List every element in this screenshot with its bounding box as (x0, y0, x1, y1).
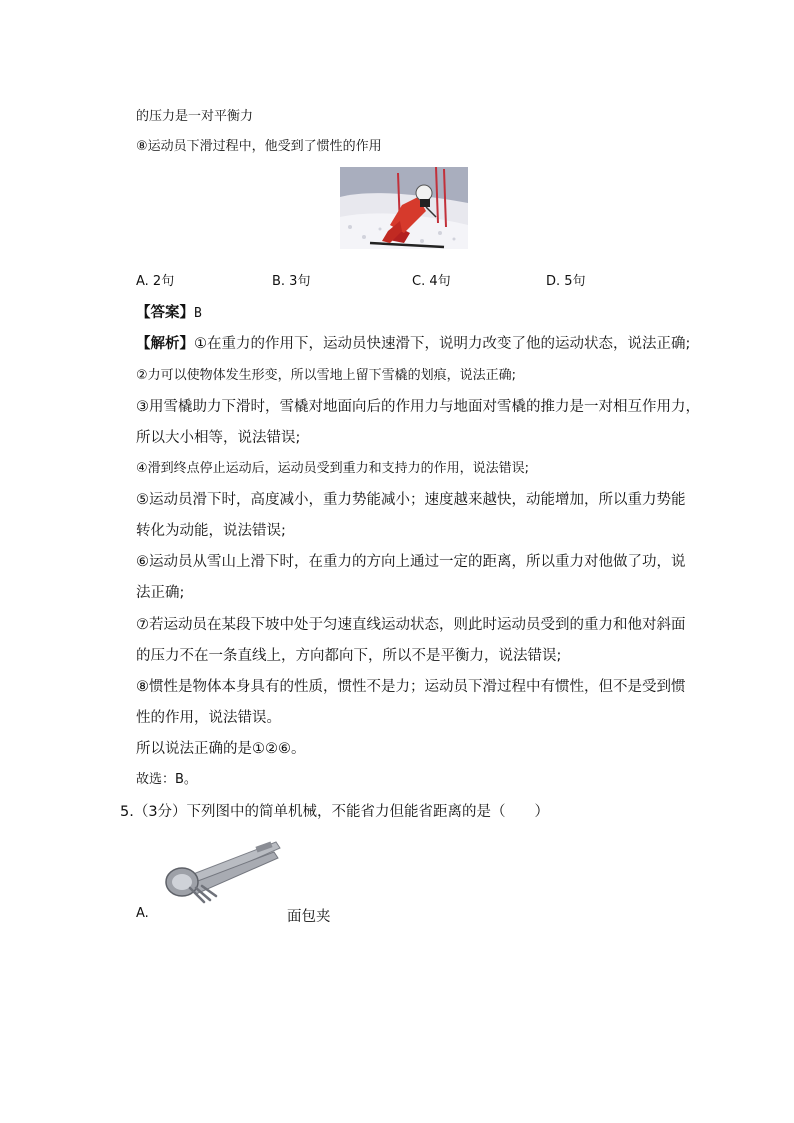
analysis-line: 所以大小相等，说法错误; (136, 430, 301, 446)
analysis-first-line (136, 332, 690, 353)
analysis-line: ④滑到终点停止运动后，运动员受到重力和支持力的作用，说法错误; (136, 461, 530, 476)
analysis-line: ⑥运动员从雪山上滑下时，在重力的方向上通过一定的距离，所以重力对他做了功，说 (136, 554, 686, 570)
text-line: 的压力是一对平衡力 (136, 109, 254, 124)
analysis-conclusion: 所以说法正确的是①②⑥。 (136, 741, 306, 757)
option-b: B. 3句 (272, 274, 311, 289)
analysis-line: ⑦若运动员在某段下坡中处于匀速直线运动状态，则此时运动员受到的重力和他对斜面 (136, 617, 686, 633)
analysis-label: 【解析】 (136, 336, 194, 352)
analysis-line: 转化为动能，说法错误; (136, 523, 286, 539)
option-a-caption: 面包夹 (287, 909, 331, 925)
option-a: A. 2句 (136, 274, 175, 289)
analysis-line: ③用雪橇助力下滑时，雪橇对地面向后的作用力与地面对雪橇的推力是一对相互作用力， (136, 399, 700, 415)
analysis-line: ⑤运动员滑下时，高度减小，重力势能减小；速度越来越快，动能增加，所以重力势能 (136, 492, 686, 508)
analysis-line: ⑧惯性是物体本身具有的性质，惯性不是力；运动员下滑过程中有惯性，但不是受到惯 (136, 679, 686, 695)
answer-line (136, 301, 202, 322)
analysis-text: ①在重力的作用下，运动员快速滑下，说明力改变了他的运动状态，说法正确; (194, 336, 691, 352)
answer-label: 【答案】 (136, 305, 194, 321)
bread-tongs-image (160, 836, 282, 906)
answer-value: B (194, 306, 202, 321)
analysis-line: 性的作用，说法错误。 (136, 710, 281, 726)
analysis-line: 的压力不在一条直线上，方向都向下，所以不是平衡力，说法错误; (136, 648, 562, 664)
statement-8: ⑧运动员下滑过程中，他受到了惯性的作用 (136, 139, 382, 154)
analysis-choice: 故选：B。 (136, 772, 197, 787)
skier-image (340, 167, 468, 249)
option-c: C. 4句 (412, 274, 451, 289)
option-d: D. 5句 (546, 274, 586, 289)
analysis-line: 法正确; (136, 585, 185, 601)
analysis-line: ②力可以使物体发生形变，所以雪地上留下雪橇的划痕，说法正确; (136, 368, 517, 383)
option-a-letter: A. (136, 906, 149, 921)
question-5-stem: 5.（3分）下列图中的简单机械，不能省力但能省距离的是（ ） (120, 804, 550, 820)
